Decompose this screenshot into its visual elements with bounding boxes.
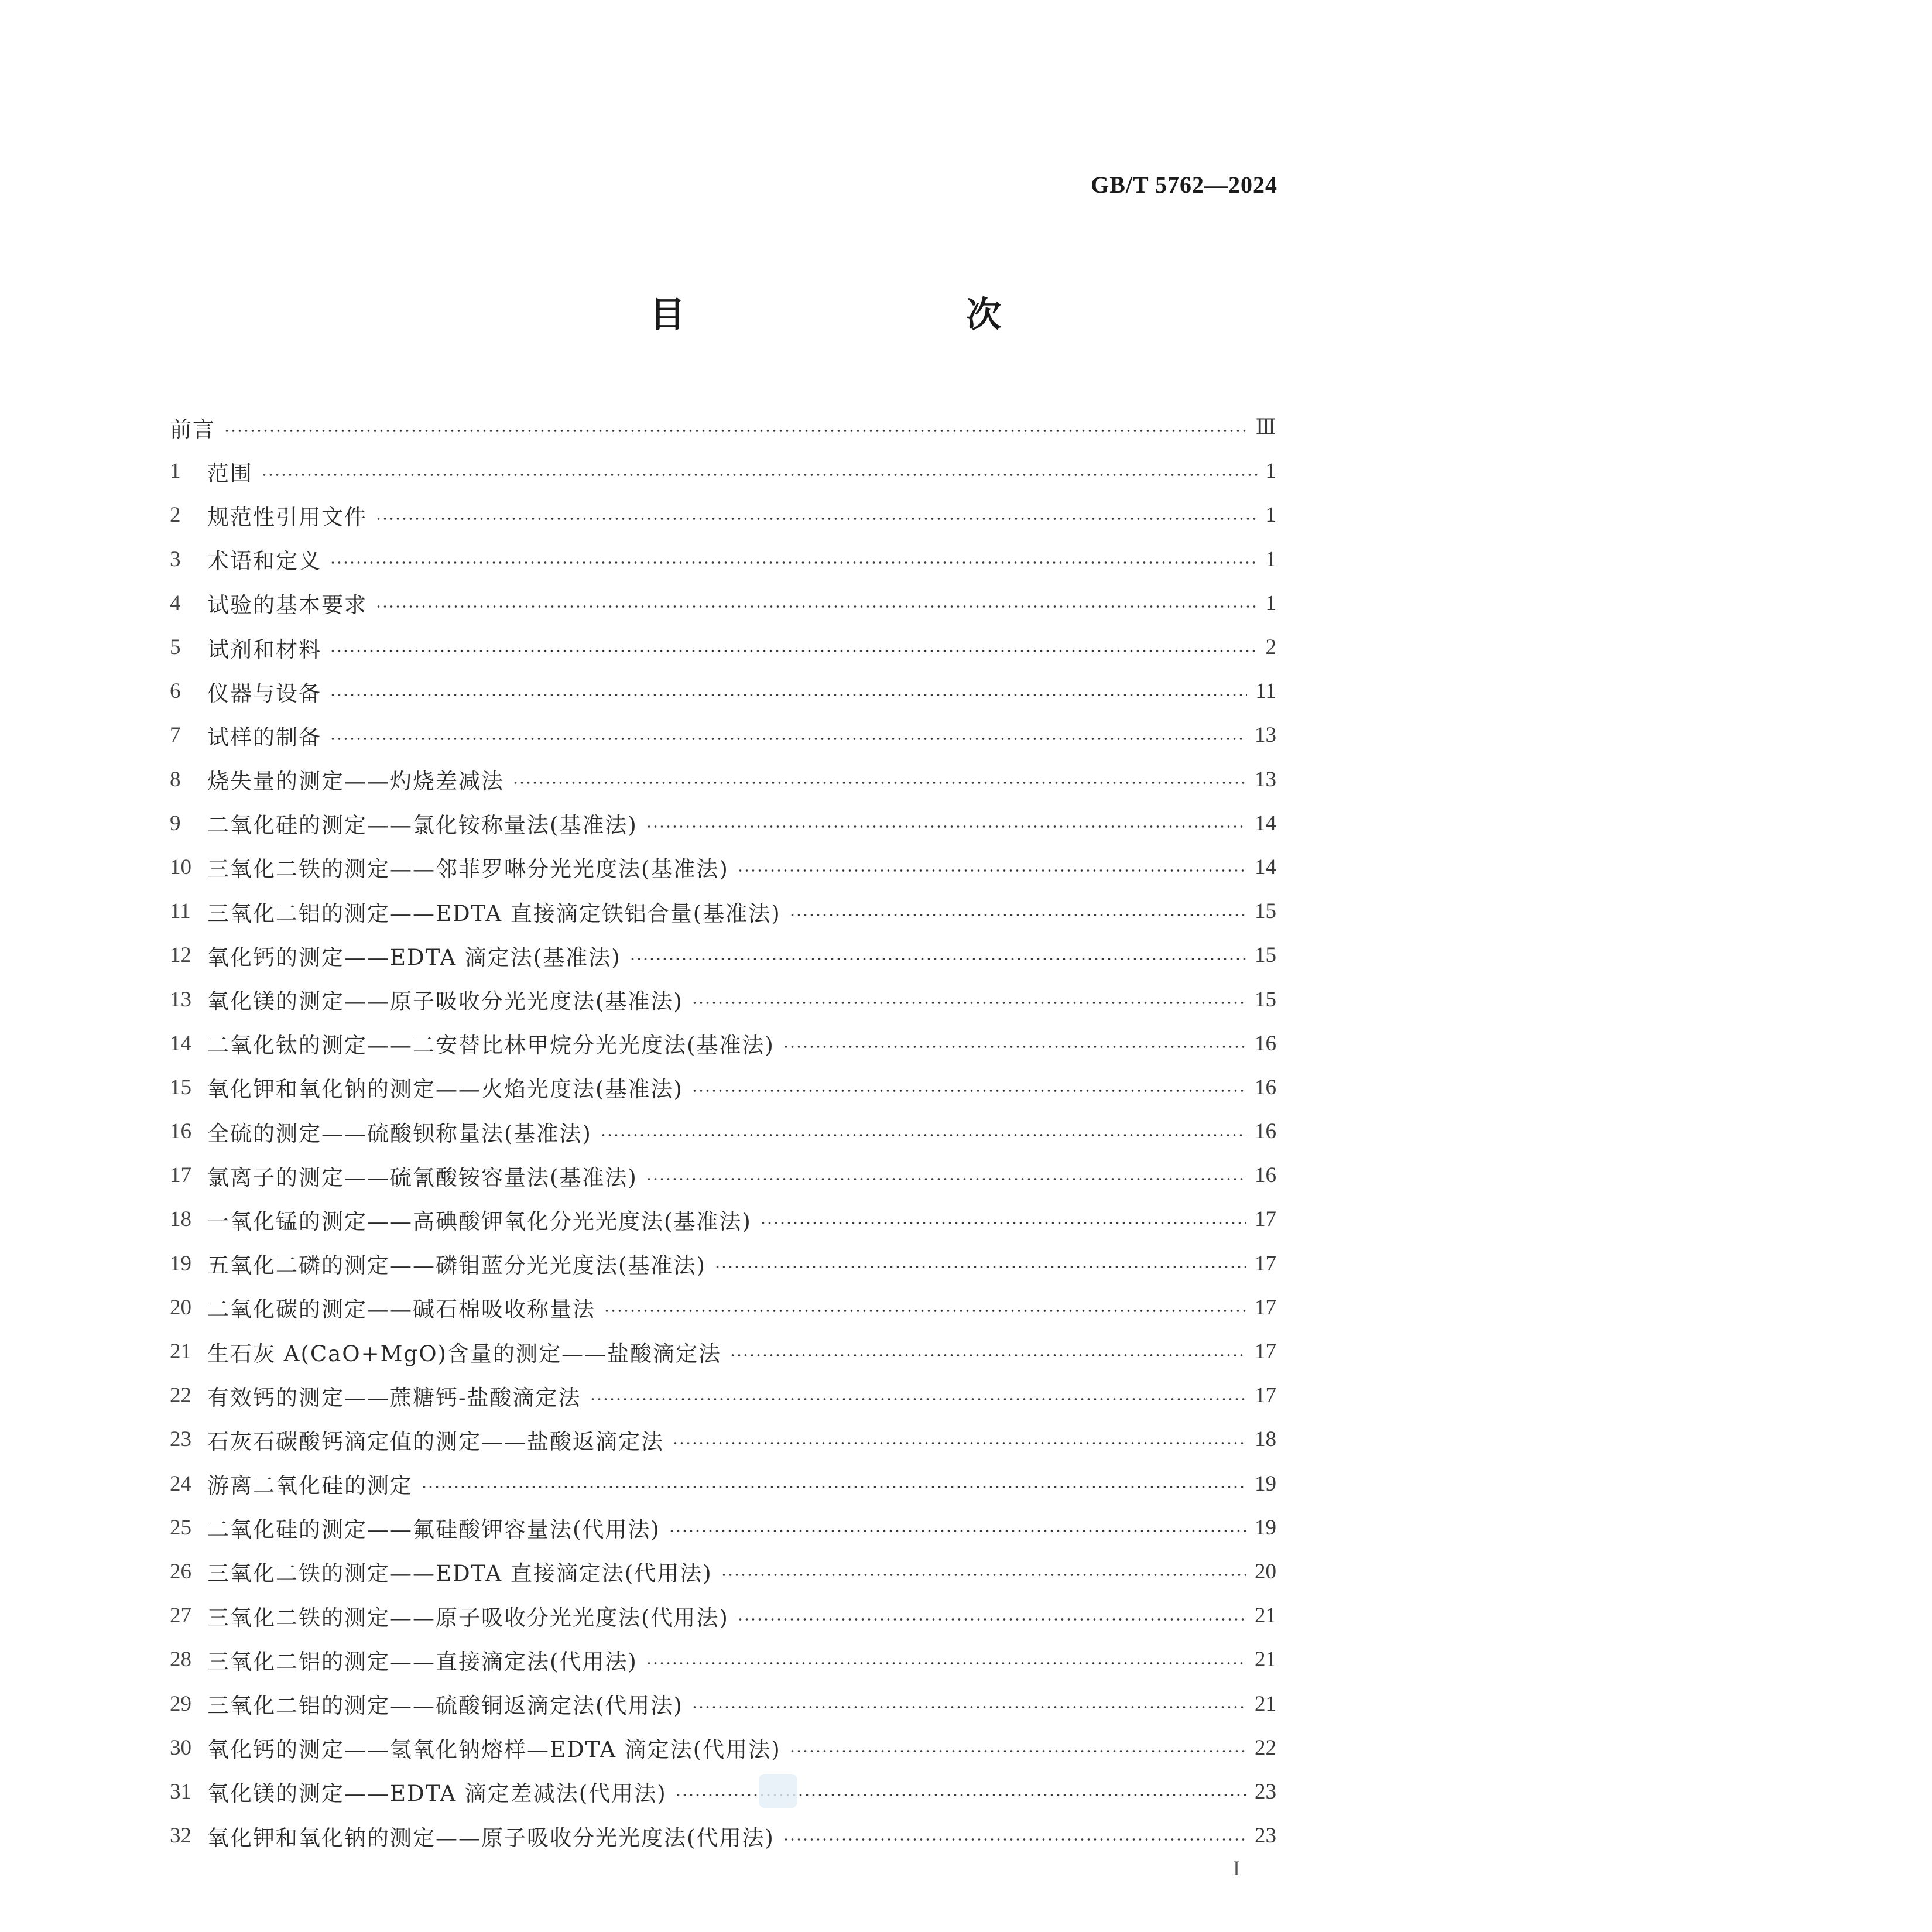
toc-entry-number: 17 [170, 1163, 191, 1188]
toc-entry-page: 1 [1265, 503, 1276, 527]
toc-entry-page: Ⅲ [1255, 415, 1276, 440]
dot-leader [330, 737, 1246, 741]
toc-entry-label: 氯离子的测定——硫氰酸铵容量法(基准法) [207, 1164, 638, 1190]
toc-entry-label: 术语和定义 [207, 549, 321, 574]
dot-leader [375, 605, 1258, 608]
toc-entry-page: 21 [1255, 1604, 1276, 1628]
toc-entry[interactable] [170, 889, 1276, 933]
toc-entry-page: 14 [1255, 855, 1276, 879]
dot-leader [375, 517, 1258, 520]
toc-entry-number: 25 [170, 1515, 191, 1540]
toc-entry-page: 13 [1255, 767, 1276, 792]
scan-artifact [759, 1774, 797, 1808]
toc-entry[interactable] [170, 625, 1276, 669]
toc-entry[interactable] [170, 713, 1276, 757]
dot-leader [646, 825, 1246, 828]
toc-entry-label: 五氧化二磷的测定——磷钼蓝分光光度法(基准法) [207, 1253, 706, 1279]
toc-entry-number: 10 [170, 855, 191, 879]
toc-entry-page: 23 [1255, 1779, 1276, 1804]
toc-entry-label: 石灰石碳酸钙滴定值的测定——盐酸返滴定法 [207, 1429, 664, 1454]
toc-entry-label: 规范性引用文件 [207, 504, 367, 530]
toc-entry-page: 14 [1255, 811, 1276, 835]
toc-entry-number: 7 [170, 723, 181, 748]
dot-leader [330, 561, 1258, 564]
toc-entry[interactable] [170, 493, 1276, 537]
toc-entry[interactable] [170, 1066, 1276, 1109]
toc-entry-label: 氧化钙的测定——氢氧化钠熔样—EDTA 滴定法(代用法) [207, 1737, 781, 1763]
toc-entry-number: 14 [170, 1031, 191, 1056]
toc-entry-number: 26 [170, 1559, 191, 1584]
toc-entry[interactable] [170, 1109, 1276, 1153]
toc-entry[interactable] [170, 1462, 1276, 1506]
toc-entry[interactable] [170, 669, 1276, 713]
toc-entry-label: 试样的制备 [207, 724, 321, 750]
toc-entry-page: 1 [1265, 547, 1276, 571]
dot-leader [783, 1045, 1246, 1049]
dot-leader [783, 1838, 1246, 1841]
dot-leader [646, 1177, 1246, 1181]
dot-leader [604, 1309, 1246, 1313]
toc-entry-page: 16 [1255, 1163, 1276, 1188]
dot-leader [629, 957, 1246, 961]
dot-leader [590, 1397, 1246, 1401]
toc-entry[interactable] [170, 1814, 1276, 1858]
toc-entry-page: 16 [1255, 1119, 1276, 1144]
dot-leader [737, 869, 1246, 872]
toc-entry-label: 全硫的测定——硫酸钡称量法(基准法) [207, 1121, 592, 1146]
toc-entry-label: 氧化钙的测定——EDTA 滴定法(基准法) [207, 944, 621, 970]
toc-entry-page: 16 [1255, 1031, 1276, 1056]
dot-leader [224, 429, 1247, 433]
dot-leader [421, 1485, 1246, 1489]
toc-entry-page: 15 [1255, 943, 1276, 968]
toc-entry-label: 二氧化硅的测定——氟硅酸钾容量法(代用法) [207, 1517, 660, 1543]
dot-leader [512, 781, 1246, 785]
toc-entry[interactable] [170, 1197, 1276, 1241]
toc-entry-number: 3 [170, 547, 181, 571]
dot-leader [691, 1705, 1246, 1709]
toc-entry-number: 5 [170, 635, 181, 660]
dot-leader [669, 1529, 1246, 1533]
page-number: I [1233, 1856, 1240, 1880]
toc-entry-page: 17 [1255, 1340, 1276, 1364]
toc-entry-label: 一氧化锰的测定——高碘酸钾氧化分光光度法(基准法) [207, 1208, 752, 1234]
dot-leader [691, 1089, 1246, 1092]
toc-entry-page: 15 [1255, 899, 1276, 924]
toc-entry-page: 15 [1255, 987, 1276, 1012]
toc-entry-page: 1 [1265, 591, 1276, 615]
toc-entry[interactable] [170, 1417, 1276, 1461]
dot-leader [729, 1354, 1246, 1357]
toc-entry-number: 1 [170, 459, 181, 484]
dot-leader [789, 913, 1246, 917]
toc-entry-label: 范围 [207, 460, 253, 486]
toc-entry[interactable] [170, 1153, 1276, 1197]
toc-entry-label: 二氧化钛的测定——二安替比林甲烷分光光度法(基准法) [207, 1033, 775, 1059]
toc-entry-label: 试验的基本要求 [207, 592, 367, 618]
toc-entry-page: 19 [1255, 1515, 1276, 1540]
toc-entry[interactable] [170, 537, 1276, 581]
toc-entry-number: 15 [170, 1075, 191, 1099]
toc-entry[interactable] [170, 1550, 1276, 1594]
toc-entry-number: 9 [170, 811, 181, 835]
toc-entry-page: 19 [1255, 1471, 1276, 1496]
toc-entry-number: 11 [170, 899, 191, 924]
toc-entry-number: 13 [170, 987, 191, 1012]
toc-entry-number: 32 [170, 1824, 191, 1848]
dot-leader [714, 1265, 1246, 1269]
toc-entry-number: 31 [170, 1779, 191, 1804]
toc-entry-label: 三氧化二铝的测定——硫酸铜返滴定法(代用法) [207, 1693, 683, 1719]
toc-entry-page: 16 [1255, 1075, 1276, 1099]
dot-leader [789, 1749, 1246, 1753]
dot-leader [672, 1441, 1246, 1445]
dot-leader [737, 1618, 1246, 1621]
toc-entry-page: 20 [1255, 1559, 1276, 1584]
toc-entry-page: 18 [1255, 1427, 1276, 1452]
toc-entry-label: 氧化镁的测定——EDTA 滴定差减法(代用法) [207, 1781, 667, 1807]
toc-entry-label: 烧失量的测定——灼烧差减法 [207, 769, 504, 794]
toc-entry-page: 13 [1255, 723, 1276, 748]
toc-entry-label: 前言 [170, 416, 215, 442]
toc-entry[interactable] [170, 845, 1276, 889]
toc-entry[interactable] [170, 1286, 1276, 1330]
dot-leader [330, 693, 1247, 697]
toc-entry-number: 2 [170, 503, 181, 527]
toc-entry-page: 21 [1255, 1647, 1276, 1672]
dot-leader [760, 1221, 1246, 1225]
toc-entry[interactable] [170, 1594, 1276, 1638]
dot-leader [721, 1573, 1246, 1577]
toc-entry-page: 17 [1255, 1383, 1276, 1408]
toc-entry-number: 22 [170, 1383, 191, 1408]
dot-leader [646, 1662, 1246, 1665]
toc-entry-number: 28 [170, 1647, 191, 1672]
toc-entry-label: 游离二氧化硅的测定 [207, 1473, 413, 1499]
toc-entry-label: 三氧化二铝的测定——直接滴定法(代用法) [207, 1649, 638, 1674]
toc-entry-label: 氧化钾和氧化钠的测定——火焰光度法(基准法) [207, 1077, 683, 1102]
toc-entry-label: 二氧化硅的测定——氯化铵称量法(基准法) [207, 813, 638, 838]
toc-entry-page: 21 [1255, 1691, 1276, 1716]
toc-entry-number: 19 [170, 1251, 191, 1276]
toc-entry-number: 12 [170, 943, 191, 968]
toc-entry-number: 18 [170, 1207, 191, 1232]
standard-code: GB/T 5762—2024 [1091, 172, 1277, 198]
toc-entry-number: 23 [170, 1427, 191, 1452]
toc-entry-label: 三氧化二铁的测定——原子吸收分光光度法(代用法) [207, 1605, 729, 1630]
toc-entry-label: 仪器与设备 [207, 680, 321, 706]
toc-entry-label: 三氧化二铁的测定——EDTA 直接滴定法(代用法) [207, 1561, 712, 1587]
toc-entry-page: 23 [1255, 1824, 1276, 1848]
toc-entry-label: 三氧化二铝的测定——EDTA 直接滴定铁铝合量(基准法) [207, 900, 781, 926]
toc-entry[interactable] [170, 1373, 1276, 1417]
toc-entry[interactable] [170, 1638, 1276, 1681]
toc-entry[interactable] [170, 801, 1276, 845]
toc-entry-label: 三氧化二铁的测定——邻菲罗啉分光光度法(基准法) [207, 857, 729, 882]
toc-entry-number: 20 [170, 1295, 191, 1320]
toc-entry[interactable] [170, 933, 1276, 977]
toc-entry-page: 17 [1255, 1295, 1276, 1320]
toc-entry-page: 2 [1265, 635, 1276, 660]
toc-entry[interactable] [170, 1242, 1276, 1286]
toc-entry[interactable] [170, 405, 1276, 449]
toc-entry[interactable] [170, 1330, 1276, 1373]
toc-entry[interactable] [170, 1022, 1276, 1066]
toc-entry-number: 29 [170, 1691, 191, 1716]
toc-entry[interactable] [170, 758, 1276, 801]
dot-leader [691, 1001, 1246, 1005]
page-title: 目 次 [650, 294, 1071, 335]
dot-leader [261, 473, 1258, 477]
toc-entry-page: 1 [1265, 459, 1276, 484]
toc-entry-label: 氧化镁的测定——原子吸收分光光度法(基准法) [207, 989, 683, 1015]
toc-entry-number: 27 [170, 1604, 191, 1628]
toc-entry-number: 4 [170, 591, 181, 615]
toc-entry-number: 6 [170, 679, 181, 704]
toc-entry-label: 二氧化碳的测定——碱石棉吸收称量法 [207, 1297, 595, 1323]
dot-leader [330, 649, 1258, 653]
toc-entry[interactable] [170, 1726, 1276, 1770]
toc-entry-number: 24 [170, 1471, 191, 1496]
toc-entry[interactable] [170, 1770, 1276, 1814]
toc-entry[interactable] [170, 581, 1276, 625]
toc-entry-label: 有效钙的测定——蔗糖钙-盐酸滴定法 [207, 1385, 581, 1410]
toc-entry-number: 8 [170, 767, 181, 792]
table-of-contents [170, 405, 1276, 1858]
toc-entry-page: 11 [1255, 679, 1276, 704]
toc-entry-number: 16 [170, 1119, 191, 1144]
toc-entry[interactable] [170, 977, 1276, 1021]
toc-entry-number: 21 [170, 1340, 191, 1364]
toc-entry[interactable] [170, 1506, 1276, 1550]
toc-entry-page: 17 [1255, 1251, 1276, 1276]
toc-entry[interactable] [170, 449, 1276, 493]
toc-entry-page: 22 [1255, 1735, 1276, 1760]
toc-entry-label: 试剂和材料 [207, 636, 321, 662]
dot-leader [600, 1133, 1246, 1137]
toc-entry[interactable] [170, 1681, 1276, 1725]
toc-entry-number: 30 [170, 1735, 191, 1760]
toc-entry-label: 生石灰 A(CaO+MgO)含量的测定——盐酸滴定法 [207, 1341, 721, 1366]
toc-entry-label: 氧化钾和氧化钠的测定——原子吸收分光光度法(代用法) [207, 1825, 775, 1851]
toc-entry-page: 17 [1255, 1207, 1276, 1232]
